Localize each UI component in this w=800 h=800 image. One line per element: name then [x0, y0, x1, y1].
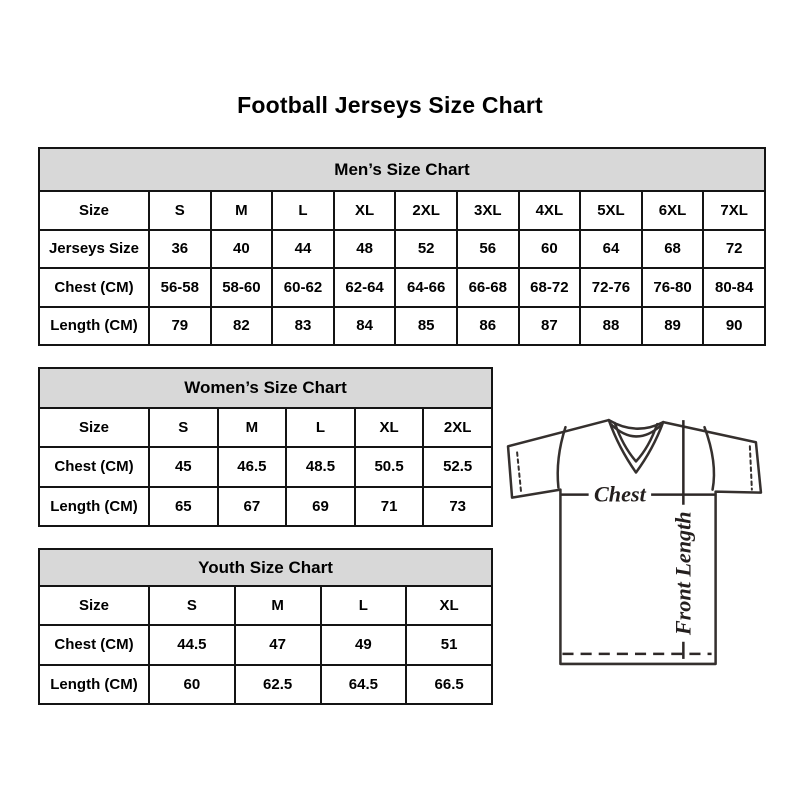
womens-table: [38, 367, 493, 527]
cell-value: XL: [334, 191, 396, 230]
table-row: [39, 447, 492, 486]
cell-value: M: [211, 191, 273, 230]
row-label: Chest (CM): [39, 447, 149, 486]
cell-value: 69: [286, 487, 355, 526]
cell-value: 80-84: [703, 268, 765, 307]
row-label: Size: [39, 191, 149, 230]
youth-table-title: Youth Size Chart: [39, 549, 492, 586]
cell-value: L: [321, 586, 407, 625]
cell-value: 7XL: [703, 191, 765, 230]
cell-value: M: [218, 408, 287, 447]
cell-value: L: [286, 408, 355, 447]
cell-value: XL: [355, 408, 424, 447]
cell-value: 64: [580, 230, 642, 269]
youth-table: [38, 548, 493, 705]
cell-value: 56: [457, 230, 519, 269]
jersey-measurement-diagram: [504, 414, 768, 668]
womens-size-chart-table: [38, 367, 493, 527]
table-row: [39, 191, 765, 230]
table-row: [39, 307, 765, 346]
cell-value: 90: [703, 307, 765, 346]
womens-title-row: [39, 368, 492, 408]
table-row: [39, 408, 492, 447]
mens-table: [38, 147, 766, 346]
cell-value: 83: [272, 307, 334, 346]
cell-value: 50.5: [355, 447, 424, 486]
cell-value: 62.5: [235, 665, 321, 704]
youth-size-chart-table: [38, 548, 493, 705]
cell-value: 87: [519, 307, 581, 346]
cell-value: 6XL: [642, 191, 704, 230]
row-label: Length (CM): [39, 665, 149, 704]
cell-value: 52: [395, 230, 457, 269]
cell-value: 44: [272, 230, 334, 269]
row-label: Length (CM): [39, 487, 149, 526]
table-row: [39, 665, 492, 704]
table-row: [39, 586, 492, 625]
mens-title-row: [39, 148, 765, 191]
cell-value: 68-72: [519, 268, 581, 307]
cell-value: 49: [321, 625, 407, 664]
mens-size-chart-table: [38, 147, 766, 346]
cell-value: 47: [235, 625, 321, 664]
page-title: Football Jerseys Size Chart: [237, 92, 543, 118]
cell-value: 64.5: [321, 665, 407, 704]
table-row: [39, 625, 492, 664]
cell-value: 51: [406, 625, 492, 664]
front-length-measure-label: Front Length: [670, 511, 696, 636]
cell-value: 82: [211, 307, 273, 346]
row-label: Jerseys Size: [39, 230, 149, 269]
cell-value: 46.5: [218, 447, 287, 486]
cell-value: 76-80: [642, 268, 704, 307]
mens-table-title: Men’s Size Chart: [39, 148, 765, 191]
cell-value: 2XL: [395, 191, 457, 230]
cell-value: 73: [423, 487, 492, 526]
row-label: Chest (CM): [39, 625, 149, 664]
youth-title-row: [39, 549, 492, 586]
cell-value: 58-60: [211, 268, 273, 307]
cell-value: 72-76: [580, 268, 642, 307]
cell-value: 64-66: [395, 268, 457, 307]
row-label: Length (CM): [39, 307, 149, 346]
cell-value: 62-64: [334, 268, 396, 307]
cell-value: 66.5: [406, 665, 492, 704]
cell-value: 66-68: [457, 268, 519, 307]
cell-value: 60-62: [272, 268, 334, 307]
cell-value: 5XL: [580, 191, 642, 230]
chest-measure-label: Chest: [594, 481, 646, 507]
cell-value: 40: [211, 230, 273, 269]
cell-value: 44.5: [149, 625, 235, 664]
table-row: [39, 230, 765, 269]
cell-value: 65: [149, 487, 218, 526]
cell-value: 84: [334, 307, 396, 346]
cell-value: 2XL: [423, 408, 492, 447]
table-row: [39, 268, 765, 307]
cell-value: L: [272, 191, 334, 230]
jersey-outline: [508, 420, 761, 664]
cell-value: 67: [218, 487, 287, 526]
cell-value: 45: [149, 447, 218, 486]
cell-value: XL: [406, 586, 492, 625]
cell-value: S: [149, 191, 211, 230]
cell-value: 60: [519, 230, 581, 269]
row-label: Size: [39, 408, 149, 447]
row-label: Size: [39, 586, 149, 625]
womens-table-title: Women’s Size Chart: [39, 368, 492, 408]
cell-value: 48: [334, 230, 396, 269]
cell-value: 71: [355, 487, 424, 526]
cell-value: 56-58: [149, 268, 211, 307]
cell-value: 3XL: [457, 191, 519, 230]
cell-value: 60: [149, 665, 235, 704]
cell-value: 36: [149, 230, 211, 269]
cell-value: 88: [580, 307, 642, 346]
cell-value: S: [149, 586, 235, 625]
cell-value: 68: [642, 230, 704, 269]
row-label: Chest (CM): [39, 268, 149, 307]
cell-value: 52.5: [423, 447, 492, 486]
cell-value: 72: [703, 230, 765, 269]
cell-value: 79: [149, 307, 211, 346]
cell-value: 48.5: [286, 447, 355, 486]
cell-value: S: [149, 408, 218, 447]
cell-value: 85: [395, 307, 457, 346]
cell-value: 86: [457, 307, 519, 346]
cell-value: M: [235, 586, 321, 625]
table-row: [39, 487, 492, 526]
cell-value: 89: [642, 307, 704, 346]
cell-value: 4XL: [519, 191, 581, 230]
